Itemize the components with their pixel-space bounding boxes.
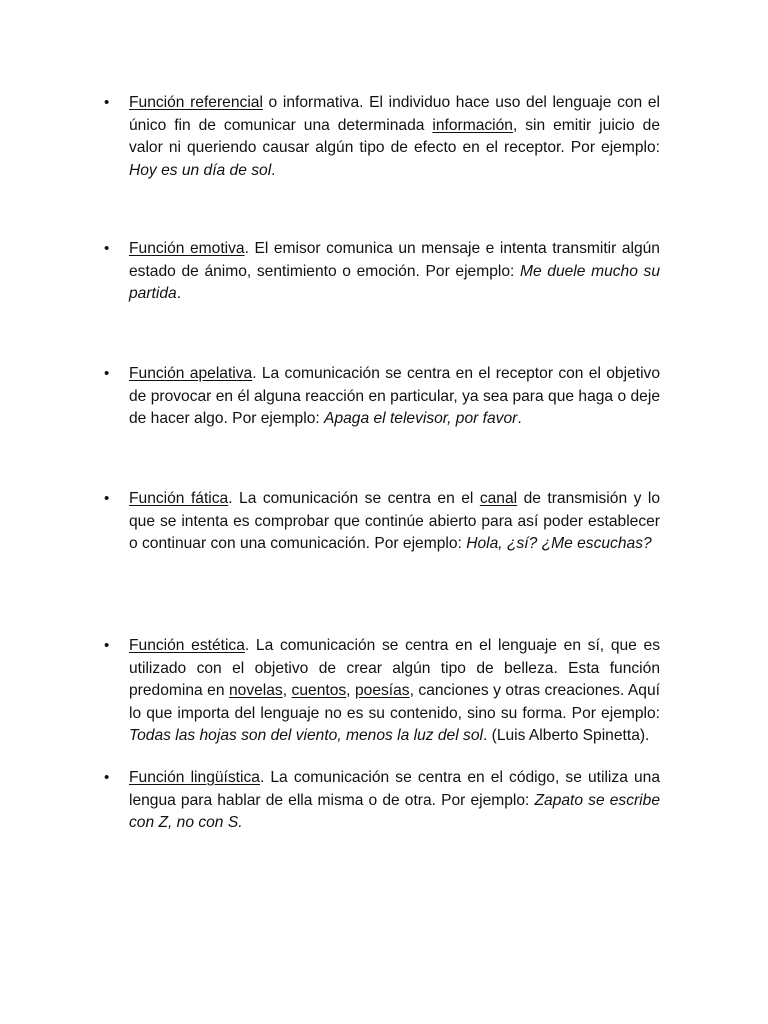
list-item-text <box>129 238 660 306</box>
term-link[interactable]: Función apelativa <box>129 365 253 382</box>
list-item <box>104 488 660 556</box>
body-text: . La comunicación se centra en el <box>228 490 480 507</box>
term-link[interactable]: Función fática <box>129 490 229 507</box>
inline-link[interactable]: poesías <box>354 682 410 699</box>
bullet-icon: • <box>104 490 110 507</box>
body-text: o informativa. El individuo hace uso del lenguaje con el único fin de comunicar una determinada <box>129 94 660 134</box>
body-text: . La comunicación se centra en el código, se utiliza una lengua para hablar de ella misma o de otra. Por ejemplo: <box>129 769 660 809</box>
term-link[interactable]: Función lingüística <box>129 769 260 786</box>
body-text: . La comunicación se centra en el lenguaje en sí, que es utilizado con el objetivo de crear algún tipo de belleza. Esta función predomina en <box>129 637 660 699</box>
example-text: Apaga el televisor, por favor <box>324 410 518 427</box>
inline-link[interactable]: novelas <box>228 682 283 699</box>
body-text: . <box>271 161 276 179</box>
example-text: Hoy es un día de sol <box>129 161 272 179</box>
bullet-icon: • <box>104 637 110 654</box>
term-link[interactable]: Función referencial <box>129 94 263 111</box>
bullet-icon: • <box>104 769 110 786</box>
body-text: . La comunicación se centra en el receptor con el objetivo de provocar en él alguna reacción en particular, ya sea para que haga o deje de hacer algo. Por ejemplo: <box>129 365 661 427</box>
body-text: , sin emitir juicio de valor ni queriendo causar algún tipo de efecto en el receptor. Por ejemplo: <box>129 116 661 156</box>
bullet-icon: • <box>104 365 110 382</box>
bullet-icon: • <box>104 240 110 257</box>
body-text: . (Luis Alberto Spinetta). <box>482 727 650 744</box>
inline-link[interactable]: cuentos <box>291 682 347 699</box>
list-item-text <box>129 363 660 431</box>
inline-link[interactable]: información <box>432 116 513 134</box>
list-item-text <box>129 92 660 182</box>
list-item <box>104 238 660 306</box>
term-link[interactable]: Función estética <box>129 637 245 654</box>
example-text: Zapato se escribe con Z, no con S. <box>129 791 660 831</box>
list-item <box>104 363 660 431</box>
body-text: . <box>517 410 522 427</box>
list-item <box>104 767 660 835</box>
list-item-text <box>129 635 660 748</box>
body-text: , canciones y otras creaciones. Aquí lo que importa del lenguaje no es su contenido, sino su forma. Por ejemplo: <box>129 682 660 722</box>
list-item-text <box>129 767 660 835</box>
list-item <box>104 635 660 748</box>
example-text: Hola, ¿sí? ¿Me escuchas? <box>466 535 652 552</box>
example-text: Todas las hojas son del viento, menos la luz del sol <box>129 727 483 744</box>
body-text: . <box>176 285 182 302</box>
body-text: . El emisor comunica un mensaje e intenta transmitir algún estado de ánimo, sentimiento o emoción. Por ejemplo: <box>129 240 660 280</box>
example-text: Me duele mucho su partida <box>129 262 660 302</box>
inline-link[interactable]: canal <box>479 490 518 507</box>
list-item-text <box>129 488 660 556</box>
bullet-icon: • <box>104 94 110 111</box>
body-text: de transmisión y lo que se intenta es comprobar que continúe abierto para así poder establecer o continuar con una comunicación. Por ejemplo: <box>129 490 660 552</box>
body-text: , <box>282 682 292 699</box>
term-link[interactable]: Función emotiva <box>129 240 245 257</box>
list-item <box>104 92 660 182</box>
body-text: , <box>346 682 355 699</box>
